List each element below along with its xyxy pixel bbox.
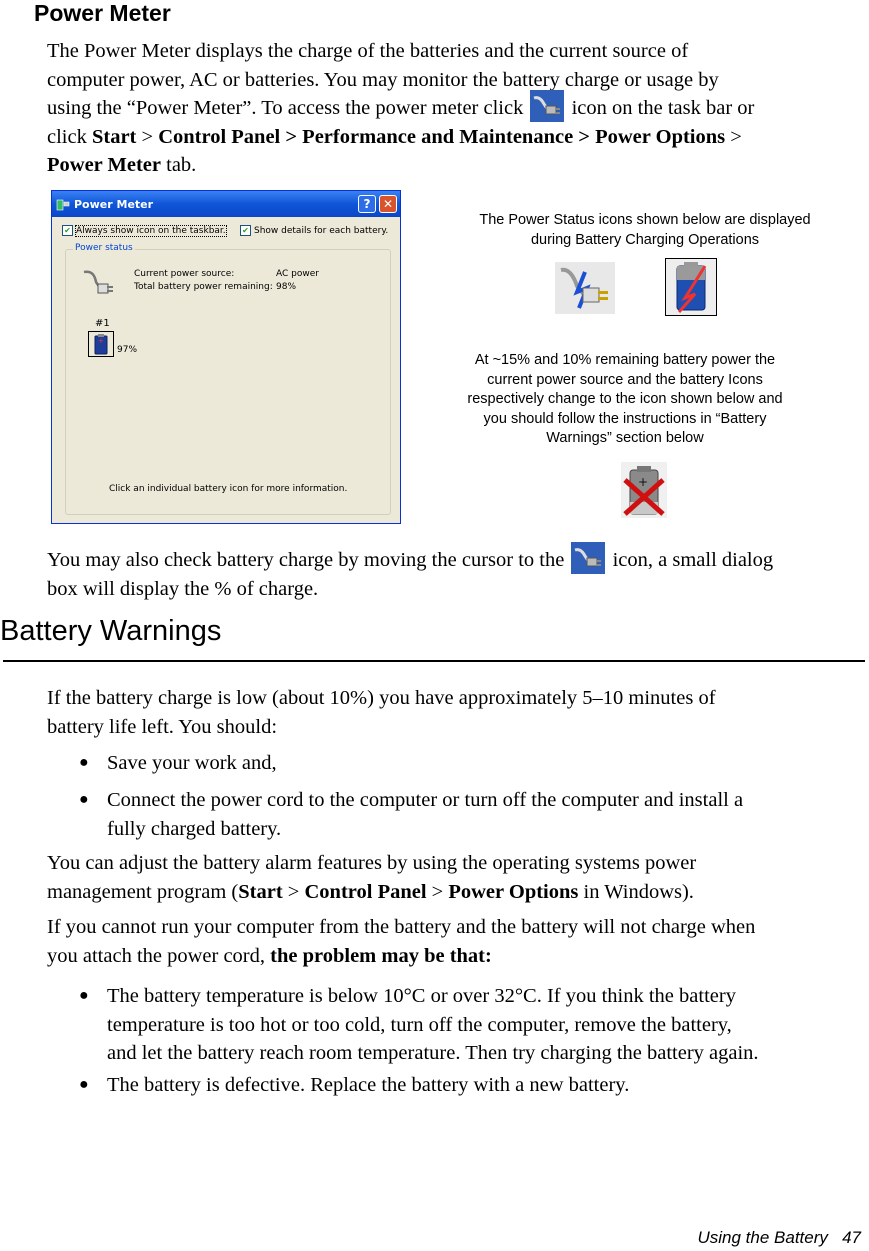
menu-path-separator: >: [287, 880, 300, 903]
bullet-dot: ●: [79, 754, 89, 771]
warning-p2-text-end: in Windows).: [583, 880, 694, 903]
after-line-1-a: You may also check battery charge by moving the cursor to the: [47, 549, 565, 571]
charging-note-line-2: during Battery Charging Operations: [530, 231, 760, 248]
warning-p3-emphasis: the problem may be that:: [270, 944, 492, 967]
warning-p2-text: management program (: [47, 880, 239, 903]
low-battery-warning-icon: [621, 462, 667, 518]
current-power-source-value: AC power: [276, 269, 319, 279]
section-title-battery-warnings: Battery Warnings: [0, 615, 222, 647]
charging-battery-icon: [665, 258, 717, 316]
checkbox-box[interactable]: ✔: [240, 225, 251, 236]
low-battery-note-line-2: current power source and the battery Icons: [487, 371, 763, 388]
charging-plug-icon: [555, 262, 615, 314]
menu-path-power-options: Power Options: [448, 880, 579, 903]
list-item-text: The battery is defective. Replace the battery with a new battery.: [107, 1074, 630, 1096]
current-power-source-label: Current power source:: [134, 269, 235, 279]
charging-icons-note: [435, 211, 855, 250]
intro-line-3-a: using the “Power Meter”. To access the power meter click: [47, 97, 524, 119]
warning-p1-line-1: If the battery charge is low (about 10%) you have approximately 5–10 minutes of: [47, 687, 716, 709]
warning-paragraph-2: [47, 849, 867, 906]
intro-line-1: The Power Meter displays the charge of the batteries and the current source of: [47, 40, 689, 62]
section-divider: [3, 660, 865, 662]
power-plug-icon: [571, 542, 605, 574]
footer-chapter: Using the Battery: [697, 1228, 828, 1247]
menu-path-start: Start: [238, 880, 283, 903]
battery-1-percent: 97%: [117, 345, 138, 355]
menu-path-separator: >: [141, 125, 154, 148]
list-item-text: Save your work and,: [107, 752, 277, 774]
intro-line-2: computer power, AC or batteries. You may monitor the battery charge or usage by: [47, 68, 719, 91]
dialog-title: Power Meter: [74, 197, 154, 211]
total-remaining-label: Total battery power remaining:: [134, 282, 273, 292]
list-item-text: Connect the power cord to the computer or turn off the computer and install a: [107, 789, 744, 811]
list-item: [79, 1071, 867, 1100]
menu-path-control-panel: Control Panel: [304, 880, 427, 903]
list-item: [79, 982, 867, 1068]
close-button[interactable]: ✕: [379, 195, 397, 213]
intro-line-3-b: icon on the task bar or: [571, 97, 755, 119]
after-line-1-b: icon, a small dialog: [612, 549, 774, 571]
low-battery-note-line-1: At ~15% and 10% remaining battery power the: [474, 352, 776, 368]
list-item-text: and let the battery reach room temperature. Then try charging the battery again.: [107, 1042, 759, 1064]
after-line-2: box will display the % of charge.: [47, 577, 319, 600]
intro-line-5: [47, 151, 867, 180]
menu-path-separator: >: [431, 880, 444, 903]
svg-text:+: +: [638, 475, 649, 489]
warning-paragraph-3: [47, 913, 867, 970]
group-title: Power status: [75, 243, 133, 253]
checkbox-show-icon-taskbar[interactable]: [62, 225, 226, 236]
bullet-dot: ●: [79, 987, 89, 1004]
page-footer: [698, 1228, 862, 1248]
warning-p2-line-1: You can adjust the battery alarm features by using the operating systems power: [47, 852, 697, 874]
low-battery-note-line-5: Warnings” section below: [546, 430, 704, 446]
help-button[interactable]: ?: [358, 195, 376, 213]
intro-line-4: [47, 123, 867, 152]
svg-text:+: +: [98, 337, 104, 345]
list-item-text: The battery temperature is below 10°C or over 32°C. If you think the battery: [107, 985, 736, 1007]
bullet-dot: ●: [79, 791, 89, 808]
low-battery-note-line-3: respectively change to the icon shown below and: [467, 391, 783, 407]
menu-path-separator: >: [730, 125, 742, 148]
intro-line-5-b: tab.: [166, 154, 197, 176]
intro-paragraph: [47, 37, 867, 180]
low-battery-note-line-4: you should follow the instructions in “Battery: [483, 410, 767, 427]
warning-p1-line-2: battery life left. You should:: [47, 715, 278, 738]
dialog-hint: Click an individual battery icon for more information.: [109, 484, 348, 494]
list-item-text: fully charged battery.: [107, 817, 282, 840]
intro-line-4-a: click: [47, 125, 87, 148]
warning-p3-line-1: If you cannot run your computer from the battery and the battery will not charge when: [47, 916, 756, 938]
warning-p3-text: you attach the power cord,: [47, 944, 266, 967]
low-battery-note: [435, 351, 815, 449]
checkbox-show-details[interactable]: [240, 225, 388, 236]
warning-p3-line-2: [47, 942, 867, 971]
after-line-1: [47, 546, 867, 575]
power-plug-icon: [530, 90, 564, 122]
list-item: [79, 749, 867, 778]
dialog-titlebar: [52, 191, 400, 217]
menu-path-power-meter-tab: Power Meter: [47, 154, 162, 176]
bullet-dot: ●: [79, 1076, 89, 1093]
checkbox-label: Show details for each battery.: [254, 225, 389, 236]
after-dialog-paragraph: [47, 546, 867, 603]
intro-line-3: [47, 94, 867, 123]
power-status-group: [65, 243, 391, 515]
menu-path-start: Start: [91, 125, 137, 148]
checkbox-box[interactable]: ✔: [62, 225, 73, 236]
power-meter-dialog: [51, 190, 401, 524]
total-remaining-value: 98%: [276, 282, 297, 292]
warning-p2-line-2: [47, 878, 867, 907]
ac-power-plug-icon: [82, 266, 116, 300]
section-title-power-meter: Power Meter: [34, 0, 171, 26]
power-meter-app-icon: [56, 197, 70, 211]
list-item: [79, 786, 867, 843]
page-number: 47: [842, 1228, 861, 1247]
battery-1-icon[interactable]: [88, 331, 114, 357]
charging-note-line-1: The Power Status icons shown below are displayed: [479, 212, 811, 228]
menu-path-control-panel: Control Panel > Performance and Maintenance > Power Options: [158, 125, 726, 148]
checkbox-label: Always show icon on the taskbar.: [76, 225, 226, 236]
warning-paragraph-1: [47, 684, 867, 741]
battery-number-label: #1: [95, 318, 110, 329]
list-item-text: temperature is too hot or too cold, turn off the computer, remove the battery,: [107, 1013, 732, 1036]
